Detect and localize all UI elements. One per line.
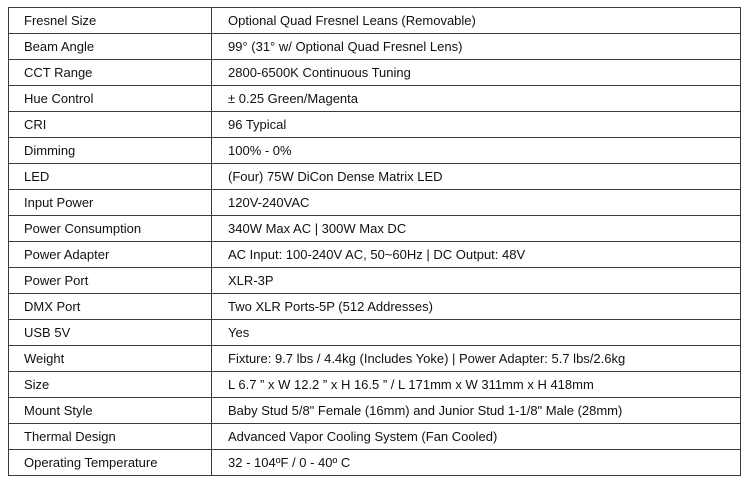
spec-table: [8, 7, 741, 476]
spec-row-cct-range: [9, 60, 741, 86]
spec-label: Input Power: [9, 190, 212, 216]
spec-row-dmx-port: [9, 294, 741, 320]
spec-value: ± 0.25 Green/Magenta: [212, 86, 741, 112]
spec-value: L 6.7 ” x W 12.2 ” x H 16.5 ” / L 171mm x W 311mm x H 418mm: [212, 372, 741, 398]
spec-label: Weight: [9, 346, 212, 372]
spec-row-power-adapter: [9, 242, 741, 268]
spec-label: DMX Port: [9, 294, 212, 320]
spec-value: Fixture: 9.7 lbs / 4.4kg (Includes Yoke) | Power Adapter: 5.7 lbs/2.6kg: [212, 346, 741, 372]
spec-value: 100% - 0%: [212, 138, 741, 164]
spec-row-cri: [9, 112, 741, 138]
spec-label: Beam Angle: [9, 34, 212, 60]
spec-row-size: [9, 372, 741, 398]
spec-row-dimming: [9, 138, 741, 164]
spec-label: CCT Range: [9, 60, 212, 86]
spec-value: 120V-240VAC: [212, 190, 741, 216]
spec-row-power-consumption: [9, 216, 741, 242]
spec-value: 96 Typical: [212, 112, 741, 138]
spec-value: 2800-6500K Continuous Tuning: [212, 60, 741, 86]
spec-label: Power Port: [9, 268, 212, 294]
spec-label: Size: [9, 372, 212, 398]
spec-table-body: [9, 8, 741, 476]
spec-value: Yes: [212, 320, 741, 346]
spec-row-beam-angle: [9, 34, 741, 60]
spec-row-mount-style: [9, 398, 741, 424]
spec-row-input-power: [9, 190, 741, 216]
spec-row-led: [9, 164, 741, 190]
spec-value: 32 - 104ºF / 0 - 40º C: [212, 450, 741, 476]
spec-value: 99° (31° w/ Optional Quad Fresnel Lens): [212, 34, 741, 60]
spec-label: Power Adapter: [9, 242, 212, 268]
spec-label: CRI: [9, 112, 212, 138]
spec-value: AC Input: 100-240V AC, 50~60Hz | DC Output: 48V: [212, 242, 741, 268]
spec-row-operating-temperature: [9, 450, 741, 476]
spec-row-weight: [9, 346, 741, 372]
spec-value: Two XLR Ports-5P (512 Addresses): [212, 294, 741, 320]
spec-value: 340W Max AC | 300W Max DC: [212, 216, 741, 242]
spec-label: Dimming: [9, 138, 212, 164]
spec-label: Hue Control: [9, 86, 212, 112]
spec-value: (Four) 75W DiCon Dense Matrix LED: [212, 164, 741, 190]
spec-value: Optional Quad Fresnel Leans (Removable): [212, 8, 741, 34]
spec-row-fresnel-size: [9, 8, 741, 34]
spec-label: LED: [9, 164, 212, 190]
spec-label: Thermal Design: [9, 424, 212, 450]
spec-label: Power Consumption: [9, 216, 212, 242]
spec-label: Mount Style: [9, 398, 212, 424]
spec-value: Baby Stud 5/8" Female (16mm) and Junior Stud 1-1/8" Male (28mm): [212, 398, 741, 424]
spec-label: Operating Temperature: [9, 450, 212, 476]
spec-row-power-port: [9, 268, 741, 294]
spec-row-thermal-design: [9, 424, 741, 450]
spec-row-hue-control: [9, 86, 741, 112]
spec-row-usb-5v: [9, 320, 741, 346]
spec-label: USB 5V: [9, 320, 212, 346]
spec-value: Advanced Vapor Cooling System (Fan Cooled): [212, 424, 741, 450]
spec-value: XLR-3P: [212, 268, 741, 294]
spec-label: Fresnel Size: [9, 8, 212, 34]
